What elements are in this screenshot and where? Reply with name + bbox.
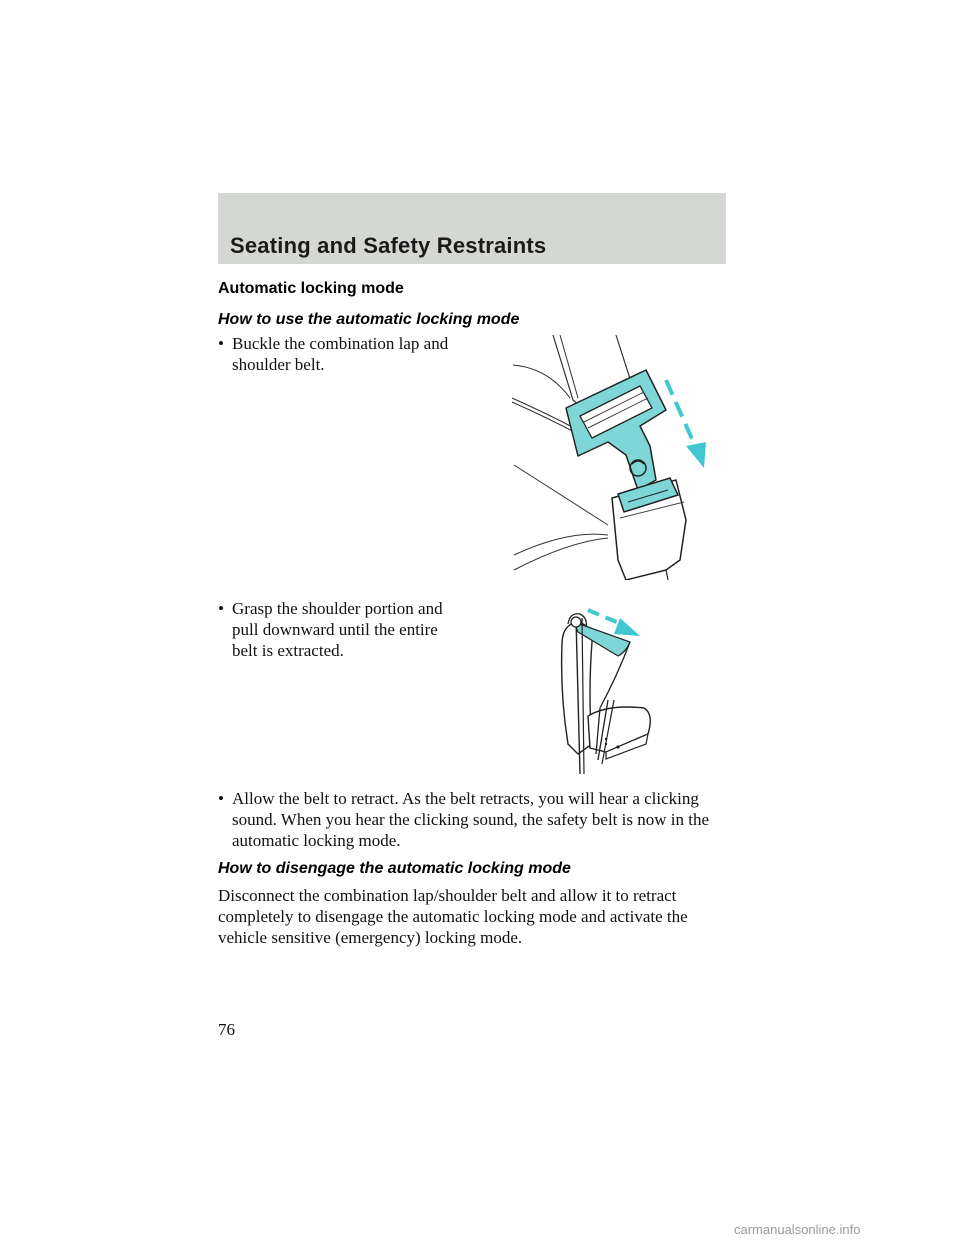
section-header-title: Seating and Safety Restraints (230, 233, 547, 258)
bullet-text-line: shoulder belt. (232, 355, 325, 374)
bullet-symbol: • (218, 599, 224, 618)
seat-belt-illustration (548, 604, 663, 779)
disengage-paragraph (218, 885, 688, 948)
watermark: carmanualsonline.info (734, 1222, 861, 1237)
buckle-tongue (566, 370, 666, 490)
section-heading: Automatic locking mode (218, 280, 404, 297)
bullet-text-line: sound. When you hear the clicking sound, the safety belt is now in the (232, 810, 710, 829)
section-subheading: How to use the automatic locking mode (218, 311, 520, 328)
disengage-subheading: How to disengage the automatic locking mode (218, 860, 571, 877)
bullet-text-line: belt is extracted. (232, 641, 344, 660)
buckle-illustration (508, 330, 723, 580)
buckle-receiver (612, 478, 686, 580)
paragraph-line: Disconnect the combination lap/shoulder belt and allow it to retract (218, 886, 677, 905)
pull-direction-arrow (666, 380, 706, 468)
page-number: 76 (218, 1020, 235, 1039)
bullet-text-line: Allow the belt to retract. As the belt retracts, you will hear a clicking (232, 789, 699, 808)
paragraph-line: completely to disengage the automatic locking mode and activate the (218, 907, 688, 926)
bullet-text-line: Buckle the combination lap and (232, 334, 449, 353)
section-header-bar (218, 193, 726, 264)
bullet-text-line: automatic locking mode. (232, 831, 401, 850)
bullet-text-line: Grasp the shoulder portion and (232, 599, 443, 618)
bullet-item-grasp (218, 598, 443, 661)
bullet-symbol: • (218, 334, 224, 353)
bullet-item-buckle (218, 333, 448, 375)
bullet-symbol: • (218, 789, 224, 808)
paragraph-line: vehicle sensitive (emergency) locking mode. (218, 928, 523, 947)
bullet-text-line: pull downward until the entire (232, 620, 438, 639)
bullet-item-retract (218, 788, 709, 851)
